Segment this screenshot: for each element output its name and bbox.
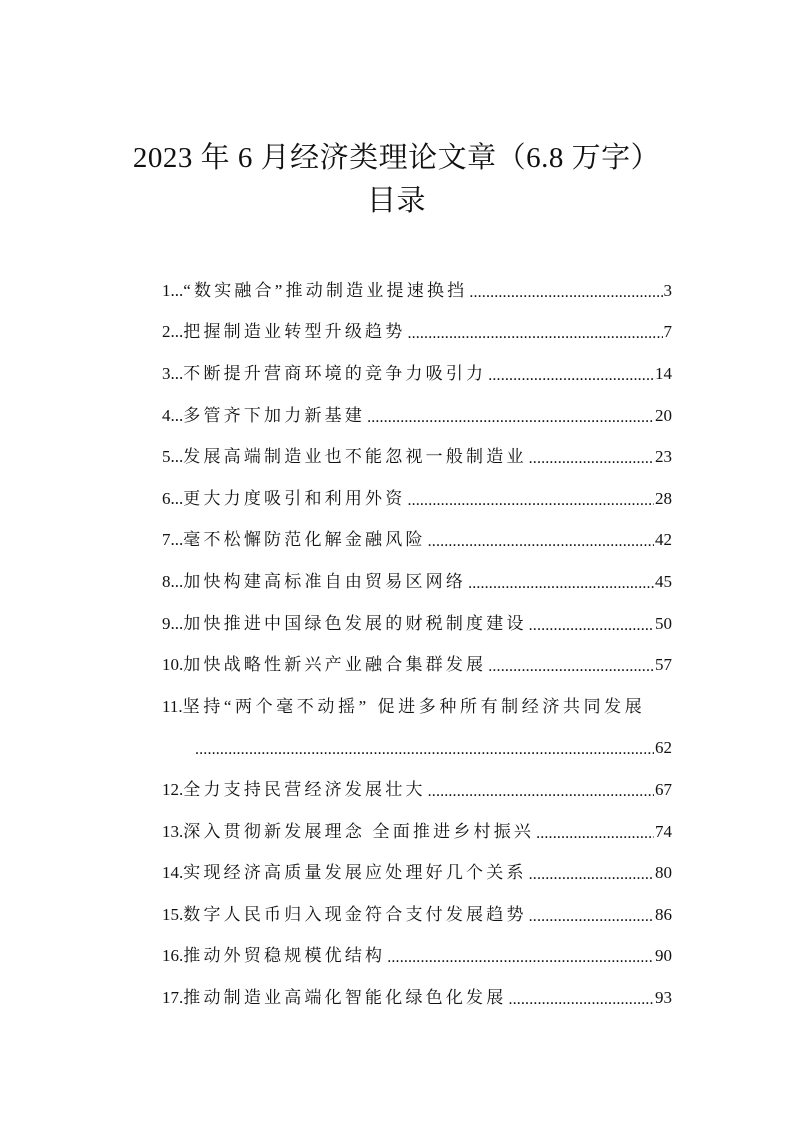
toc-leader-dots	[529, 447, 654, 467]
toc-entry-6[interactable]	[162, 478, 672, 520]
toc-entry-number: 9...	[162, 613, 184, 633]
toc-entry-14[interactable]	[162, 852, 672, 894]
toc-entry-page: 20	[655, 405, 672, 425]
toc-entry-13[interactable]	[162, 811, 672, 853]
toc-heading: 目录	[366, 185, 426, 217]
toc-entry-number: 3...	[162, 363, 184, 383]
toc-entry-10[interactable]	[162, 644, 672, 686]
toc-entry-page: 45	[655, 571, 672, 591]
toc-entry-title: 多管齐下加力新基建	[183, 405, 366, 425]
toc-entry-title: 发展高端制造业也不能忽视一般制造业	[183, 447, 527, 467]
toc-entry-number: 15.	[162, 904, 184, 924]
toc-entry-title: 实现经济高质量发展应处理好几个关系	[183, 863, 527, 883]
toc-leader-dots	[536, 822, 654, 842]
toc-leader-dots	[468, 572, 654, 592]
toc-entry-title: 推动制造业高端化智能化绿色化发展	[183, 987, 507, 1007]
toc-entry-title: 全力支持民营经济发展壮大	[183, 779, 426, 799]
toc-entry-page: 57	[655, 655, 672, 675]
toc-entry-12[interactable]	[162, 769, 672, 811]
toc-entry-number: 17.	[162, 987, 184, 1007]
toc-entry-7[interactable]	[162, 520, 672, 562]
toc-entry-number: 5...	[162, 447, 184, 467]
toc-entry-title: 数字人民币归入现金符合支付发展趋势	[183, 904, 527, 924]
toc-entry-number: 2...	[162, 322, 184, 342]
toc-entry-5[interactable]	[162, 436, 672, 478]
toc-entry-title: 毫不松懈防范化解金融风险	[183, 530, 426, 550]
toc-entry-page: 74	[655, 821, 672, 841]
toc-entry-2[interactable]	[162, 312, 672, 354]
toc-entry-number: 16.	[162, 946, 184, 966]
toc-entry-page: 42	[655, 530, 672, 550]
toc-entry-title: 更大力度吸引和利用外资	[183, 488, 406, 508]
toc-entry-page: 50	[655, 613, 672, 633]
toc-leader-dots	[508, 988, 654, 1008]
toc-leader-dots	[488, 655, 654, 675]
toc-entry-page: 23	[655, 447, 672, 467]
toc-entry-number: 12.	[162, 779, 184, 799]
toc-entry-page: 7	[663, 322, 672, 342]
toc-entry-8[interactable]	[162, 561, 672, 603]
toc-entry-title: 不断提升营商环境的竞争力吸引力	[183, 363, 487, 383]
toc-entry-title: 把握制造业转型升级趋势	[183, 322, 406, 342]
toc-entry-number: 13.	[162, 821, 184, 841]
toc-entry-page: 14	[655, 363, 672, 383]
toc-entry-3[interactable]	[162, 353, 672, 395]
toc-entry-number: 14.	[162, 863, 184, 883]
toc-leader-dots	[407, 322, 662, 342]
toc-leader-dots	[469, 281, 662, 301]
toc-entry-page: 80	[655, 863, 672, 883]
toc-entry-title: 推动外贸稳规模优结构	[183, 946, 386, 966]
toc-entry-number: 7...	[162, 530, 184, 550]
toc-leader-dots	[529, 863, 654, 883]
toc-leader-dots	[195, 738, 654, 758]
toc-entry-page: 86	[655, 904, 672, 924]
toc-leader-dots	[387, 946, 654, 966]
toc-entry-number: 10.	[162, 655, 184, 675]
toc-entry-page: 93	[655, 987, 672, 1007]
toc-entry-page: 90	[655, 946, 672, 966]
toc-leader-dots	[529, 614, 654, 634]
toc-entry-title: 坚持“两个毫不动摇” 促进多种所有制经济共同发展	[182, 696, 646, 716]
toc-entry-number: 1...	[162, 280, 184, 300]
toc-entry-title: 加快战略性新兴产业融合集群发展	[183, 655, 487, 675]
toc-entry-page: 67	[655, 779, 672, 799]
toc-entry-title: 加快构建高标准自由贸易区网络	[183, 571, 467, 591]
toc-entry-4[interactable]	[162, 395, 672, 437]
toc-entry-11[interactable]	[162, 686, 672, 728]
toc-entry-title: 深入贯彻新发展理念 全面推进乡村振兴	[183, 821, 535, 841]
toc-entry-page: 3	[663, 280, 672, 300]
toc-leader-dots	[488, 364, 654, 384]
toc-entry-number: 4...	[162, 405, 184, 425]
toc-leader-dots	[529, 905, 654, 925]
toc-leader-dots	[428, 780, 654, 800]
toc-leader-dots	[428, 530, 654, 550]
toc-entry-page: 28	[655, 488, 672, 508]
document-title: 2023 年 6 月经济类理论文章（6.8 万字）	[132, 142, 661, 174]
toc-entry-number: 6...	[162, 488, 184, 508]
toc-entry-15[interactable]	[162, 894, 672, 936]
toc-entry-number: 11.	[162, 696, 183, 716]
table-of-contents	[162, 270, 672, 1019]
toc-entry-9[interactable]	[162, 603, 672, 645]
toc-entry-16[interactable]	[162, 936, 672, 978]
toc-entry-17[interactable]	[162, 977, 672, 1019]
toc-entry-number: 8...	[162, 571, 184, 591]
toc-entry-title: 加快推进中国绿色发展的财税制度建设	[183, 613, 527, 633]
toc-entry-1[interactable]	[162, 270, 672, 312]
toc-leader-dots	[407, 489, 654, 509]
toc-entry-11-continuation[interactable]	[162, 728, 672, 770]
toc-leader-dots	[367, 406, 654, 426]
toc-entry-title: “数实融合”推动制造业提速换挡	[183, 280, 468, 300]
toc-entry-page: 62	[655, 738, 672, 758]
